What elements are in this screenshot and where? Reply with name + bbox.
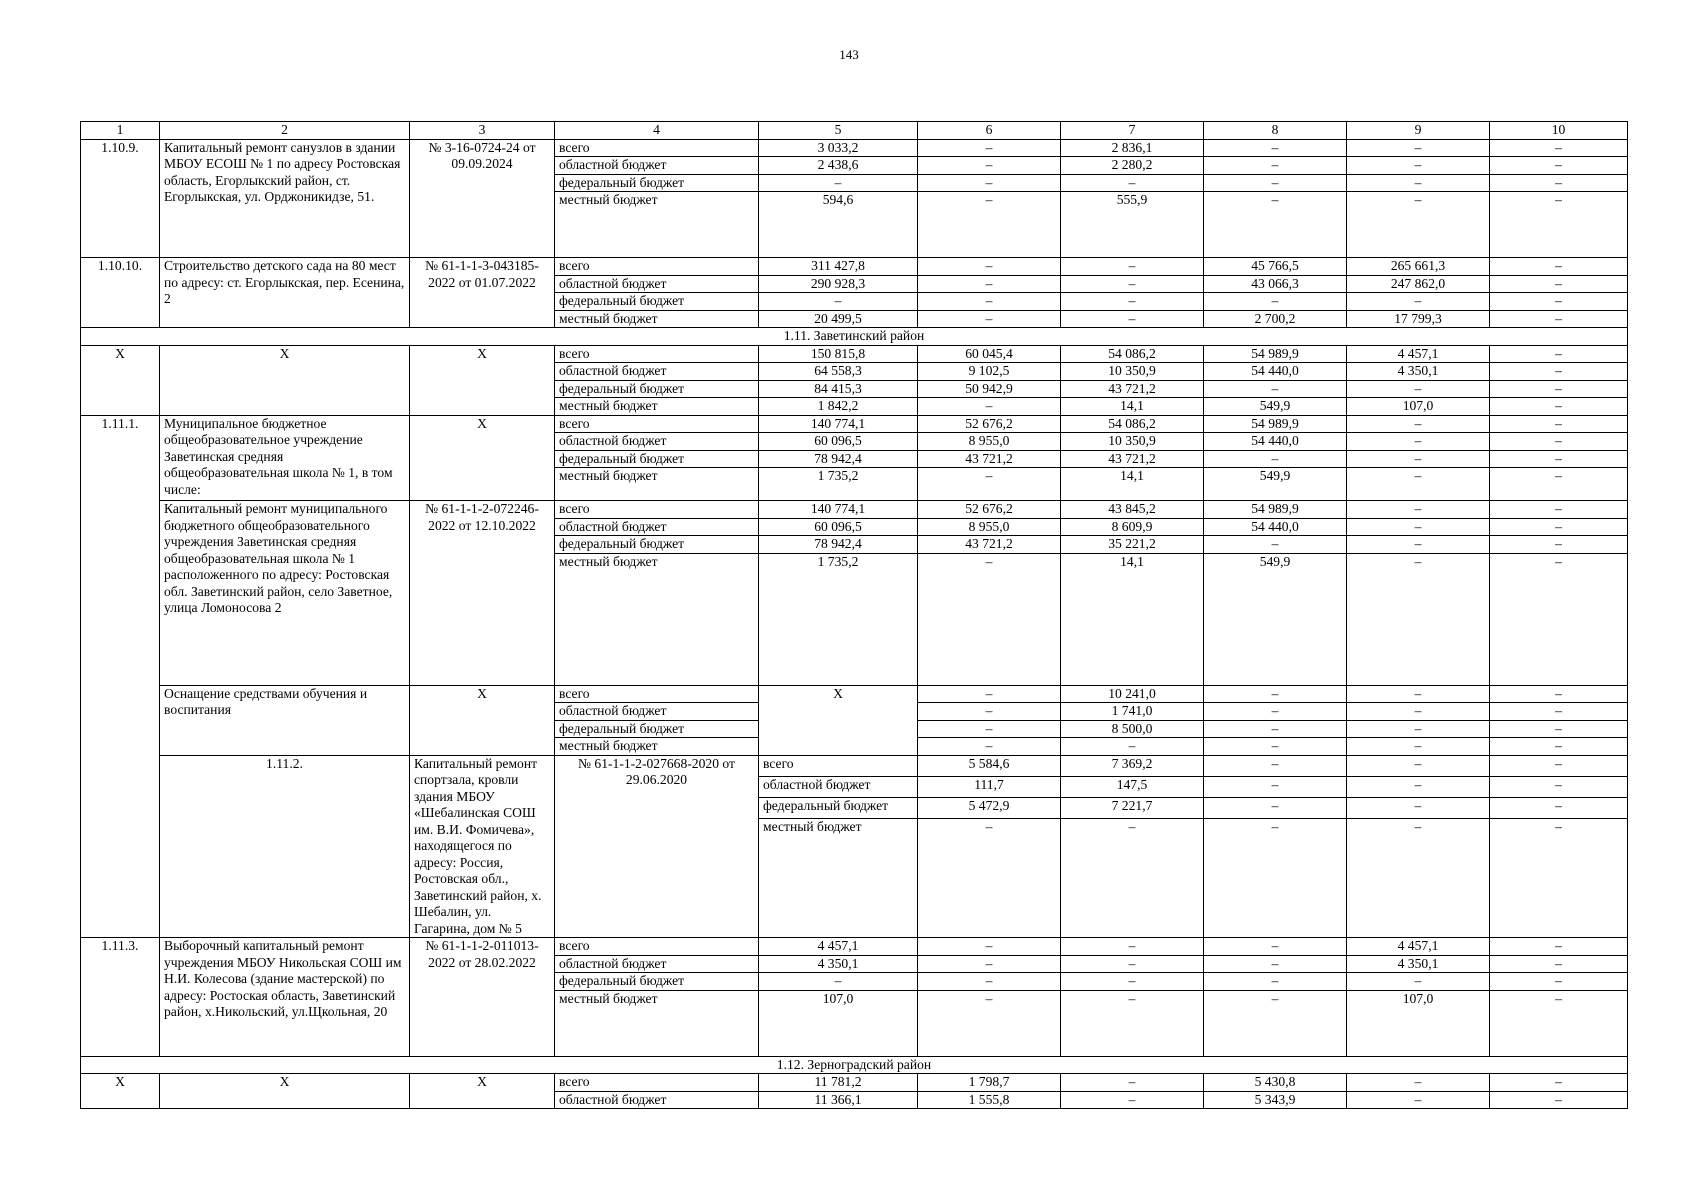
x-mark: Х (160, 345, 410, 415)
document-ref: № 61-1-1-2-011013-2022 от 28.02.2022 (410, 938, 555, 1057)
value-cell: – (1347, 738, 1490, 756)
value-cell: – (1347, 433, 1490, 451)
value-cell: – (918, 720, 1061, 738)
value-cell: 11 366,1 (759, 1091, 918, 1109)
value-cell: – (1204, 818, 1347, 937)
value-cell: – (918, 738, 1061, 756)
value-cell: 5 343,9 (1204, 1091, 1347, 1109)
value-cell: – (1204, 380, 1347, 398)
source-label: областной бюджет (555, 518, 759, 536)
value-cell: – (1490, 415, 1628, 433)
value-cell: – (918, 192, 1061, 258)
x-mark: Х (81, 345, 160, 415)
value-cell: 2 836,1 (1061, 139, 1204, 157)
value-cell: – (1204, 797, 1347, 818)
value-cell: – (1061, 293, 1204, 311)
value-cell: 555,9 (1061, 192, 1204, 258)
table-row (81, 139, 1628, 157)
source-label: федеральный бюджет (555, 380, 759, 398)
value-cell: – (1061, 275, 1204, 293)
source-label: всего (555, 345, 759, 363)
value-cell: 54 989,9 (1204, 501, 1347, 519)
value-cell: – (1490, 797, 1628, 818)
value-cell: – (918, 139, 1061, 157)
value-cell: – (1490, 1074, 1628, 1092)
value-cell: – (1347, 468, 1490, 501)
value-cell: 140 774,1 (759, 415, 918, 433)
x-mark: Х (410, 685, 555, 755)
value-cell: – (1061, 174, 1204, 192)
source-label: местный бюджет (555, 468, 759, 501)
value-cell: 43 845,2 (1061, 501, 1204, 519)
row-number: 1.10.10. (81, 258, 160, 328)
table-row (81, 258, 1628, 276)
value-cell: – (1347, 192, 1490, 258)
x-mark: Х (410, 415, 555, 501)
value-cell: – (1347, 380, 1490, 398)
value-cell: 5 430,8 (1204, 1074, 1347, 1092)
value-cell: – (759, 973, 918, 991)
value-cell: – (1490, 293, 1628, 311)
value-cell: – (1204, 703, 1347, 721)
value-cell: 14,1 (1061, 468, 1204, 501)
value-cell: – (1347, 139, 1490, 157)
value-cell: 5 472,9 (918, 797, 1061, 818)
value-cell: 20 499,5 (759, 310, 918, 328)
header-cell: 3 (410, 122, 555, 140)
value-cell: – (1204, 990, 1347, 1056)
object-name: Муниципальное бюджетное общеобразовательное учреждение Заветинская средняя общеобразовательная школа № 1, в том числе: (160, 415, 410, 501)
value-cell: – (1490, 536, 1628, 554)
value-cell: 4 350,1 (1347, 955, 1490, 973)
object-name: Капитальный ремонт муниципального бюджетного общеобразовательного учреждения Заветинская средняя общеобразовательная школа № 1 расположенного по адресу: Ростовская обл. Заветинский район, село Заветное, улица Ломоносова 2 (160, 501, 410, 686)
source-label: областной бюджет (555, 275, 759, 293)
page-number: 143 (839, 47, 859, 62)
value-cell: – (1204, 776, 1347, 797)
source-label: областной бюджет (759, 776, 918, 797)
x-mark: Х (410, 345, 555, 415)
table-row (81, 755, 1628, 776)
value-cell: 64 558,3 (759, 363, 918, 381)
value-cell: – (1490, 776, 1628, 797)
x-mark: Х (410, 1074, 555, 1109)
value-cell: – (1490, 174, 1628, 192)
value-cell: 7 221,7 (1061, 797, 1204, 818)
value-cell: – (1490, 468, 1628, 501)
value-cell: 247 862,0 (1347, 275, 1490, 293)
value-cell: – (918, 275, 1061, 293)
source-label: местный бюджет (555, 738, 759, 756)
source-label: всего (555, 139, 759, 157)
section-title: 1.11. Заветинский район (81, 328, 1628, 346)
value-cell: – (918, 990, 1061, 1056)
value-cell: 35 221,2 (1061, 536, 1204, 554)
source-label: федеральный бюджет (555, 720, 759, 738)
value-cell: 52 676,2 (918, 415, 1061, 433)
value-cell: 107,0 (1347, 398, 1490, 416)
source-label: областной бюджет (555, 157, 759, 175)
value-cell: 14,1 (1061, 398, 1204, 416)
header-cell: 5 (759, 122, 918, 140)
value-cell: 150 815,8 (759, 345, 918, 363)
value-cell: 8 609,9 (1061, 518, 1204, 536)
x-mark: Х (160, 1074, 410, 1109)
value-cell: – (1204, 174, 1347, 192)
value-cell: – (759, 293, 918, 311)
value-cell: 107,0 (759, 990, 918, 1056)
value-cell: – (918, 174, 1061, 192)
value-cell: – (918, 955, 1061, 973)
value-cell: – (1490, 818, 1628, 937)
header-cell: 8 (1204, 122, 1347, 140)
value-cell: 3 033,2 (759, 139, 918, 157)
header-cell: 9 (1347, 122, 1490, 140)
value-cell: – (1490, 518, 1628, 536)
source-label: всего (555, 258, 759, 276)
value-cell: – (1347, 174, 1490, 192)
value-cell: 43 721,2 (1061, 380, 1204, 398)
value-cell: – (918, 310, 1061, 328)
value-cell: 11 781,2 (759, 1074, 918, 1092)
value-cell: 1 798,7 (918, 1074, 1061, 1092)
source-label: местный бюджет (555, 553, 759, 685)
section-row (81, 1056, 1628, 1074)
value-cell: 111,7 (918, 776, 1061, 797)
document-ref: № 61-1-1-2-027668-2020 от 29.06.2020 (555, 755, 759, 938)
source-label: всего (555, 938, 759, 956)
row-number: 1.11.1. (81, 415, 160, 938)
value-cell: 43 721,2 (918, 536, 1061, 554)
value-cell: 1 735,2 (759, 468, 918, 501)
object-name: Выборочный капитальный ремонт учреждения МБОУ Никольская СОШ им Н.И. Колесова (здание мастерской) по адресу: Ростоская область, Заветинский район, х.Никольский, ул.Щкольная, 20 (160, 938, 410, 1057)
value-cell: – (1347, 1091, 1490, 1109)
value-cell: 14,1 (1061, 553, 1204, 685)
value-cell: – (1490, 450, 1628, 468)
value-cell: – (1490, 139, 1628, 157)
budget-table (80, 121, 1628, 1109)
value-cell: – (1204, 685, 1347, 703)
value-cell: – (1347, 755, 1490, 776)
value-cell: – (1347, 415, 1490, 433)
value-cell: – (1490, 363, 1628, 381)
source-label: областной бюджет (555, 433, 759, 451)
value-cell: – (1204, 938, 1347, 956)
value-cell: 52 676,2 (918, 501, 1061, 519)
value-cell: 1 842,2 (759, 398, 918, 416)
value-cell: 2 700,2 (1204, 310, 1347, 328)
value-cell: 265 661,3 (1347, 258, 1490, 276)
value-cell: 4 350,1 (1347, 363, 1490, 381)
value-cell: 10 350,9 (1061, 433, 1204, 451)
value-cell: 4 457,1 (1347, 345, 1490, 363)
value-cell: – (1204, 450, 1347, 468)
object-name: Оснащение средствами обучения и воспитания (160, 685, 410, 755)
source-label: всего (555, 415, 759, 433)
header-cell: 7 (1061, 122, 1204, 140)
source-label: федеральный бюджет (555, 174, 759, 192)
value-cell: – (1490, 955, 1628, 973)
value-cell: 54 440,0 (1204, 433, 1347, 451)
value-cell: – (1204, 293, 1347, 311)
value-cell: 311 427,8 (759, 258, 918, 276)
source-label: местный бюджет (555, 310, 759, 328)
value-cell: 549,9 (1204, 398, 1347, 416)
table-row (81, 345, 1628, 363)
value-cell: – (1490, 685, 1628, 703)
value-cell: – (1347, 518, 1490, 536)
value-cell: 8 955,0 (918, 518, 1061, 536)
row-number: 1.11.2. (160, 755, 410, 938)
value-cell: – (1490, 938, 1628, 956)
value-cell: – (918, 703, 1061, 721)
document-ref: № 61-1-1-2-072246-2022 от 12.10.2022 (410, 501, 555, 686)
source-label: местный бюджет (555, 990, 759, 1056)
value-cell: – (1061, 258, 1204, 276)
value-cell: – (1490, 553, 1628, 685)
value-cell: – (1490, 275, 1628, 293)
value-cell: 60 096,5 (759, 518, 918, 536)
value-cell: 8 955,0 (918, 433, 1061, 451)
value-cell: 54 989,9 (1204, 345, 1347, 363)
value-cell: – (918, 398, 1061, 416)
value-cell: – (1490, 738, 1628, 756)
value-cell: – (1490, 501, 1628, 519)
value-cell: 1 555,8 (918, 1091, 1061, 1109)
source-label: областной бюджет (555, 955, 759, 973)
value-cell: – (918, 973, 1061, 991)
source-label: федеральный бюджет (555, 973, 759, 991)
value-cell: – (1490, 720, 1628, 738)
value-cell: 78 942,4 (759, 450, 918, 468)
value-cell: – (918, 468, 1061, 501)
source-label: всего (555, 1074, 759, 1092)
table-row (81, 415, 1628, 433)
value-cell: – (1204, 955, 1347, 973)
value-cell: 4 350,1 (759, 955, 918, 973)
value-cell: – (1061, 990, 1204, 1056)
value-cell: 594,6 (759, 192, 918, 258)
value-cell: 60 045,4 (918, 345, 1061, 363)
header-cell: 2 (160, 122, 410, 140)
value-cell: – (1490, 703, 1628, 721)
value-cell: 147,5 (1061, 776, 1204, 797)
value-cell: – (1347, 501, 1490, 519)
source-label: местный бюджет (555, 192, 759, 258)
value-cell: 2 280,2 (1061, 157, 1204, 175)
value-cell: 7 369,2 (1061, 755, 1204, 776)
table-row (81, 1074, 1628, 1092)
value-cell: 54 989,9 (1204, 415, 1347, 433)
source-label: местный бюджет (555, 398, 759, 416)
object-name: Строительство детского сада на 80 мест по адресу: ст. Егорлыкская, пер. Есенина, 2 (160, 258, 410, 328)
source-label: федеральный бюджет (759, 797, 918, 818)
object-name: Капитальный ремонт санузлов в здании МБОУ ЕСОШ № 1 по адресу Ростовская область, Егорлыкский район, ст. Егорлыкская, ул. Орджоникидзе, 51. (160, 139, 410, 258)
value-cell: – (1061, 1074, 1204, 1092)
value-cell: 549,9 (1204, 553, 1347, 685)
value-cell: – (1204, 192, 1347, 258)
value-cell: 43 721,2 (1061, 450, 1204, 468)
value-cell: 78 942,4 (759, 536, 918, 554)
document-ref: № 3-16-0724-24 от 09.09.2024 (410, 139, 555, 258)
value-cell: – (1061, 955, 1204, 973)
value-cell: 1 735,2 (759, 553, 918, 685)
value-cell: – (1204, 536, 1347, 554)
value-cell: – (759, 174, 918, 192)
value-cell: – (1347, 818, 1490, 937)
value-cell: – (1061, 1091, 1204, 1109)
value-cell: – (1490, 310, 1628, 328)
value-cell: 17 799,3 (1347, 310, 1490, 328)
value-cell: 43 721,2 (918, 450, 1061, 468)
value-cell: – (1347, 720, 1490, 738)
source-label: федеральный бюджет (555, 293, 759, 311)
value-cell: – (1061, 310, 1204, 328)
value-cell: – (1061, 973, 1204, 991)
x-mark: Х (81, 1074, 160, 1109)
value-cell: – (1204, 755, 1347, 776)
value-cell: 43 066,3 (1204, 275, 1347, 293)
value-cell: 9 102,5 (918, 363, 1061, 381)
value-cell: – (1347, 703, 1490, 721)
value-cell: 2 438,6 (759, 157, 918, 175)
value-cell: 84 415,3 (759, 380, 918, 398)
section-row (81, 328, 1628, 346)
value-cell: – (1490, 157, 1628, 175)
value-cell: – (1347, 293, 1490, 311)
value-cell: 107,0 (1347, 990, 1490, 1056)
value-cell: 54 440,0 (1204, 363, 1347, 381)
value-cell: – (1204, 973, 1347, 991)
source-label: областной бюджет (555, 1091, 759, 1109)
value-cell: – (918, 157, 1061, 175)
value-cell: 10 350,9 (1061, 363, 1204, 381)
object-name: Капитальный ремонт спортзала, кровли здания МБОУ «Шебалинская СОШ им. В.И. Фомичева», находящегося по адресу: Россия, Ростовская обл., Заветинский район, х. Шебалин, ул. Гагарина, дом № 5 (410, 755, 555, 938)
value-cell: 54 440,0 (1204, 518, 1347, 536)
table-row (81, 938, 1628, 956)
value-cell: 290 928,3 (759, 275, 918, 293)
value-cell: – (1204, 139, 1347, 157)
value-cell: – (1490, 345, 1628, 363)
value-cell: – (1490, 258, 1628, 276)
value-cell: – (1347, 685, 1490, 703)
value-cell: – (918, 553, 1061, 685)
value-cell: – (1061, 738, 1204, 756)
value-cell: – (918, 258, 1061, 276)
value-cell: – (1061, 938, 1204, 956)
value-cell: 54 086,2 (1061, 415, 1204, 433)
value-cell: – (1490, 192, 1628, 258)
header-cell: 1 (81, 122, 160, 140)
table-row (81, 501, 1628, 519)
document-ref: № 61-1-1-3-043185-2022 от 01.07.2022 (410, 258, 555, 328)
value-cell: – (1204, 720, 1347, 738)
value-cell: – (1490, 973, 1628, 991)
value-cell: 10 241,0 (1061, 685, 1204, 703)
row-number: 1.10.9. (81, 139, 160, 258)
value-cell: 1 741,0 (1061, 703, 1204, 721)
value-cell: – (1490, 433, 1628, 451)
header-cell: 6 (918, 122, 1061, 140)
value-cell: 8 500,0 (1061, 720, 1204, 738)
value-cell: – (1347, 797, 1490, 818)
value-cell: – (1204, 157, 1347, 175)
value-cell: 60 096,5 (759, 433, 918, 451)
source-label: местный бюджет (759, 818, 918, 937)
value-cell: – (1061, 818, 1204, 937)
value-cell: 54 086,2 (1061, 345, 1204, 363)
value-cell: – (1490, 755, 1628, 776)
value-cell: – (1490, 1091, 1628, 1109)
value-cell: – (1347, 157, 1490, 175)
value-cell: 4 457,1 (759, 938, 918, 956)
source-label: федеральный бюджет (555, 450, 759, 468)
value-cell: – (918, 818, 1061, 937)
value-cell: – (1347, 776, 1490, 797)
value-cell: – (1490, 398, 1628, 416)
value-cell: 5 584,6 (918, 755, 1061, 776)
value-cell: 549,9 (1204, 468, 1347, 501)
header-row (81, 122, 1628, 140)
source-label: федеральный бюджет (555, 536, 759, 554)
value-cell: – (1347, 536, 1490, 554)
value-cell: 4 457,1 (1347, 938, 1490, 956)
source-label: областной бюджет (555, 363, 759, 381)
value-cell: – (1204, 738, 1347, 756)
value-cell: – (918, 293, 1061, 311)
row-number: 1.11.3. (81, 938, 160, 1057)
value-cell: – (1347, 1074, 1490, 1092)
header-cell: 4 (555, 122, 759, 140)
value-cell: 50 942,9 (918, 380, 1061, 398)
value-cell: 45 766,5 (1204, 258, 1347, 276)
header-cell: 10 (1490, 122, 1628, 140)
table-row (81, 685, 1628, 703)
value-cell: – (1347, 553, 1490, 685)
source-label: всего (555, 685, 759, 703)
value-cell: – (918, 685, 1061, 703)
source-label: всего (759, 755, 918, 776)
x-mark: Х (759, 685, 918, 755)
value-cell: – (1347, 973, 1490, 991)
source-label: всего (555, 501, 759, 519)
value-cell: – (918, 938, 1061, 956)
section-title: 1.12. Зерноградский район (81, 1056, 1628, 1074)
value-cell: – (1490, 380, 1628, 398)
value-cell: – (1490, 990, 1628, 1056)
source-label: областной бюджет (555, 703, 759, 721)
value-cell: 140 774,1 (759, 501, 918, 519)
value-cell: – (1347, 450, 1490, 468)
